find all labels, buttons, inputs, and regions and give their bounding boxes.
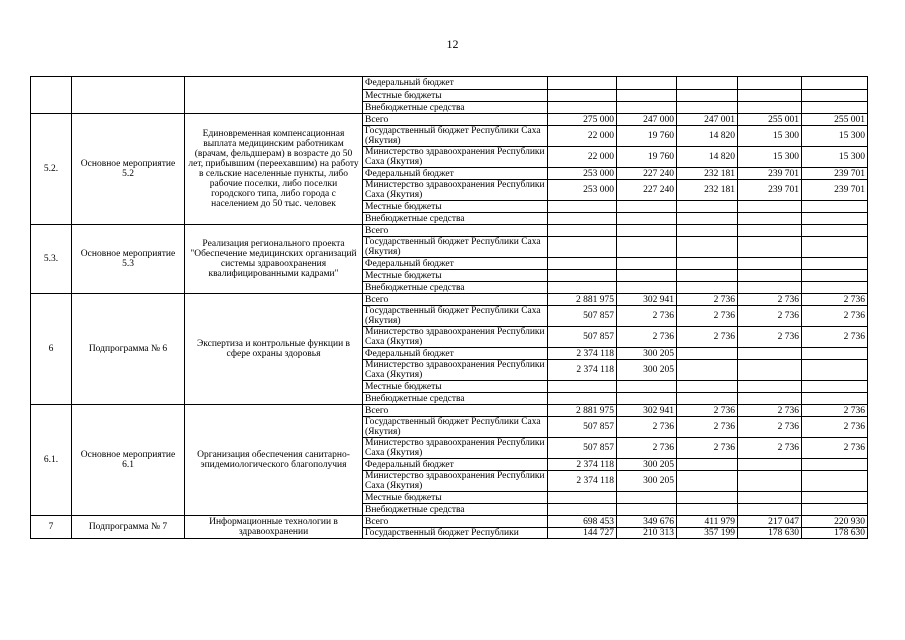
amount-cell xyxy=(802,459,868,471)
row-number-cell: 5.2. xyxy=(31,114,72,225)
amount-cell xyxy=(738,102,802,114)
amount-cell: 247 000 xyxy=(617,114,677,126)
amount-cell xyxy=(617,381,677,393)
amount-cell: 2 736 xyxy=(802,327,868,348)
funding-source-cell: Государственный бюджет Республики Саха (Якутия) xyxy=(363,237,548,258)
amount-cell: 2 374 118 xyxy=(548,348,617,360)
funding-source-cell: Всего xyxy=(363,225,548,237)
amount-cell: 300 205 xyxy=(617,348,677,360)
amount-cell xyxy=(548,270,617,282)
amount-cell xyxy=(677,77,738,90)
amount-cell: 14 820 xyxy=(677,126,738,147)
amount-cell xyxy=(738,393,802,405)
amount-cell xyxy=(677,348,738,360)
amount-cell xyxy=(802,381,868,393)
amount-cell: 2 736 xyxy=(617,327,677,348)
amount-cell: 2 736 xyxy=(617,417,677,438)
amount-cell: 15 300 xyxy=(802,126,868,147)
amount-cell: 2 736 xyxy=(677,306,738,327)
amount-cell: 507 857 xyxy=(548,438,617,459)
amount-cell xyxy=(802,270,868,282)
description-cell: Экспертиза и контрольные функции в сфере охраны здоровья xyxy=(185,294,363,405)
amount-cell xyxy=(802,213,868,225)
amount-cell xyxy=(738,381,802,393)
amount-cell: 22 000 xyxy=(548,126,617,147)
amount-cell: 15 300 xyxy=(738,147,802,168)
funding-source-cell: Внебюджетные средства xyxy=(363,102,548,114)
table-row xyxy=(31,294,868,306)
amount-cell xyxy=(617,77,677,90)
amount-cell: 2 736 xyxy=(802,417,868,438)
program-cell: Подпрограмма № 6 xyxy=(72,294,185,405)
amount-cell xyxy=(802,492,868,504)
amount-cell xyxy=(677,381,738,393)
amount-cell xyxy=(802,393,868,405)
amount-cell: 253 000 xyxy=(548,180,617,201)
amount-cell xyxy=(738,282,802,294)
amount-cell: 2 736 xyxy=(802,294,868,306)
amount-cell: 507 857 xyxy=(548,417,617,438)
amount-cell xyxy=(677,237,738,258)
amount-cell xyxy=(617,90,677,102)
amount-cell xyxy=(548,77,617,90)
table-row xyxy=(31,114,868,126)
amount-cell xyxy=(548,225,617,237)
amount-cell xyxy=(738,270,802,282)
funding-source-cell: Государственный бюджет Республики Саха (Якутия) xyxy=(363,417,548,438)
amount-cell: 2 736 xyxy=(738,327,802,348)
amount-cell xyxy=(802,348,868,360)
amount-cell: 19 760 xyxy=(617,147,677,168)
amount-cell: 2 736 xyxy=(677,417,738,438)
amount-cell: 2 736 xyxy=(677,294,738,306)
description-cell: Единовременная компенсационная выплата медицинским работникам (врачам, фельдшерам) в возрасте до 50 лет, прибывшим (переехавшим) на работу в сельские населенные пункты, либо рабочие поселки, либо поселки городского типа, либо города с населением до 50 тыс. человек xyxy=(185,114,363,225)
amount-cell xyxy=(617,282,677,294)
amount-cell: 507 857 xyxy=(548,327,617,348)
row-number-cell xyxy=(31,77,72,114)
amount-cell xyxy=(548,282,617,294)
funding-source-cell: Всего xyxy=(363,114,548,126)
amount-cell xyxy=(677,282,738,294)
amount-cell: 227 240 xyxy=(617,180,677,201)
amount-cell: 239 701 xyxy=(738,168,802,180)
amount-cell: 2 736 xyxy=(738,306,802,327)
amount-cell: 19 760 xyxy=(617,126,677,147)
amount-cell: 2 736 xyxy=(677,405,738,417)
funding-source-cell: Министерство здравоохранения Республики Саха (Якутия) xyxy=(363,360,548,381)
amount-cell xyxy=(802,258,868,270)
amount-cell: 227 240 xyxy=(617,168,677,180)
amount-cell: 2 736 xyxy=(677,327,738,348)
amount-cell xyxy=(617,270,677,282)
amount-cell: 15 300 xyxy=(802,147,868,168)
amount-cell xyxy=(738,348,802,360)
amount-cell: 2 374 118 xyxy=(548,459,617,471)
amount-cell xyxy=(677,258,738,270)
amount-cell xyxy=(802,360,868,381)
amount-cell: 302 941 xyxy=(617,294,677,306)
amount-cell: 247 001 xyxy=(677,114,738,126)
amount-cell xyxy=(802,237,868,258)
amount-cell: 2 736 xyxy=(617,438,677,459)
amount-cell xyxy=(738,225,802,237)
amount-cell: 178 630 xyxy=(738,528,802,539)
amount-cell: 14 820 xyxy=(677,147,738,168)
amount-cell: 2 736 xyxy=(677,438,738,459)
amount-cell: 300 205 xyxy=(617,471,677,492)
description-cell: Информационные технологии в здравоохранении xyxy=(185,516,363,539)
amount-cell xyxy=(677,492,738,504)
funding-source-cell: Внебюджетные средства xyxy=(363,282,548,294)
amount-cell: 217 047 xyxy=(738,516,802,528)
amount-cell xyxy=(738,90,802,102)
amount-cell xyxy=(548,90,617,102)
program-cell: Основное мероприятие 5.2 xyxy=(72,114,185,225)
amount-cell: 2 374 118 xyxy=(548,360,617,381)
amount-cell xyxy=(617,504,677,516)
amount-cell xyxy=(677,213,738,225)
amount-cell: 2 736 xyxy=(617,306,677,327)
amount-cell xyxy=(802,201,868,213)
amount-cell xyxy=(617,237,677,258)
amount-cell xyxy=(738,237,802,258)
table-row xyxy=(31,516,868,528)
amount-cell xyxy=(738,77,802,90)
amount-cell: 220 930 xyxy=(802,516,868,528)
program-cell: Основное мероприятие 5.3 xyxy=(72,225,185,294)
amount-cell xyxy=(738,201,802,213)
table-row xyxy=(31,225,868,237)
amount-cell xyxy=(548,381,617,393)
amount-cell: 253 000 xyxy=(548,168,617,180)
amount-cell: 255 001 xyxy=(738,114,802,126)
funding-source-cell: Местные бюджеты xyxy=(363,270,548,282)
table-row xyxy=(31,77,868,90)
amount-cell: 2 736 xyxy=(802,438,868,459)
amount-cell: 698 453 xyxy=(548,516,617,528)
amount-cell xyxy=(677,90,738,102)
amount-cell: 349 676 xyxy=(617,516,677,528)
amount-cell xyxy=(617,102,677,114)
amount-cell: 2 736 xyxy=(738,405,802,417)
program-cell: Основное мероприятие 6.1 xyxy=(72,405,185,516)
amount-cell: 15 300 xyxy=(738,126,802,147)
funding-source-cell: Федеральный бюджет xyxy=(363,168,548,180)
program-cell xyxy=(72,77,185,114)
amount-cell: 357 199 xyxy=(677,528,738,539)
amount-cell xyxy=(738,213,802,225)
funding-source-cell: Министерство здравоохранения Республики Саха (Якутия) xyxy=(363,147,548,168)
amount-cell xyxy=(738,360,802,381)
amount-cell xyxy=(677,459,738,471)
page-number: 12 xyxy=(446,37,459,51)
amount-cell: 210 313 xyxy=(617,528,677,539)
amount-cell xyxy=(548,102,617,114)
funding-source-cell: Внебюджетные средства xyxy=(363,393,548,405)
description-cell: Реализация регионального проекта "Обеспечение медицинских организаций системы здравоохранения квалифицированными кадрами" xyxy=(185,225,363,294)
amount-cell xyxy=(738,504,802,516)
amount-cell: 2 374 118 xyxy=(548,471,617,492)
funding-source-cell: Всего xyxy=(363,405,548,417)
funding-source-cell: Государственный бюджет Республики Саха (Якутия) xyxy=(363,126,548,147)
funding-source-cell: Федеральный бюджет xyxy=(363,348,548,360)
amount-cell xyxy=(548,504,617,516)
amount-cell: 232 181 xyxy=(677,180,738,201)
amount-cell xyxy=(802,471,868,492)
amount-cell: 2 736 xyxy=(738,294,802,306)
funding-source-cell: Министерство здравоохранения Республики Саха (Якутия) xyxy=(363,471,548,492)
row-number-cell: 6.1. xyxy=(31,405,72,516)
amount-cell xyxy=(677,270,738,282)
amount-cell: 2 881 975 xyxy=(548,405,617,417)
funding-source-cell: Местные бюджеты xyxy=(363,90,548,102)
amount-cell xyxy=(802,102,868,114)
amount-cell: 302 941 xyxy=(617,405,677,417)
amount-cell xyxy=(738,258,802,270)
amount-cell xyxy=(548,201,617,213)
funding-source-cell: Местные бюджеты xyxy=(363,201,548,213)
funding-source-cell: Внебюджетные средства xyxy=(363,213,548,225)
amount-cell xyxy=(677,504,738,516)
funding-source-cell: Всего xyxy=(363,516,548,528)
funding-source-cell: Министерство здравоохранения Республики Саха (Якутия) xyxy=(363,438,548,459)
amount-cell xyxy=(802,282,868,294)
amount-cell xyxy=(617,393,677,405)
amount-cell xyxy=(802,77,868,90)
amount-cell: 275 000 xyxy=(548,114,617,126)
amount-cell xyxy=(617,258,677,270)
description-cell: Организация обеспечения санитарно-эпидемиологического благополучия xyxy=(185,405,363,516)
amount-cell xyxy=(677,393,738,405)
amount-cell: 239 701 xyxy=(738,180,802,201)
amount-cell xyxy=(677,201,738,213)
amount-cell: 22 000 xyxy=(548,147,617,168)
funding-source-cell: Местные бюджеты xyxy=(363,381,548,393)
amount-cell xyxy=(677,471,738,492)
program-cell: Подпрограмма № 7 xyxy=(72,516,185,539)
funding-source-cell: Министерство здравоохранения Республики Саха (Якутия) xyxy=(363,180,548,201)
funding-source-cell: Федеральный бюджет xyxy=(363,77,548,90)
table-row xyxy=(31,405,868,417)
amount-cell xyxy=(617,201,677,213)
amount-cell: 255 001 xyxy=(802,114,868,126)
amount-cell: 239 701 xyxy=(802,168,868,180)
amount-cell xyxy=(548,258,617,270)
amount-cell: 411 979 xyxy=(677,516,738,528)
row-number-cell: 5.3. xyxy=(31,225,72,294)
funding-source-cell: Государственный бюджет Республики xyxy=(363,528,548,539)
amount-cell: 507 857 xyxy=(548,306,617,327)
funding-source-cell: Всего xyxy=(363,294,548,306)
amount-cell xyxy=(548,492,617,504)
amount-cell xyxy=(617,225,677,237)
description-cell xyxy=(185,77,363,114)
amount-cell xyxy=(802,225,868,237)
amount-cell: 2 736 xyxy=(738,438,802,459)
funding-source-cell: Государственный бюджет Республики Саха (Якутия) xyxy=(363,306,548,327)
amount-cell xyxy=(802,504,868,516)
amount-cell: 239 701 xyxy=(802,180,868,201)
row-number-cell: 6 xyxy=(31,294,72,405)
funding-source-cell: Министерство здравоохранения Республики Саха (Якутия) xyxy=(363,327,548,348)
amount-cell xyxy=(738,459,802,471)
amount-cell xyxy=(802,90,868,102)
amount-cell xyxy=(677,225,738,237)
amount-cell xyxy=(677,360,738,381)
row-number-cell: 7 xyxy=(31,516,72,539)
amount-cell xyxy=(548,237,617,258)
amount-cell: 300 205 xyxy=(617,459,677,471)
amount-cell: 2 736 xyxy=(738,417,802,438)
funding-source-cell: Федеральный бюджет xyxy=(363,258,548,270)
amount-cell: 144 727 xyxy=(548,528,617,539)
budget-table xyxy=(30,76,868,539)
amount-cell: 232 181 xyxy=(677,168,738,180)
amount-cell: 2 736 xyxy=(802,306,868,327)
amount-cell xyxy=(548,213,617,225)
amount-cell xyxy=(677,102,738,114)
amount-cell xyxy=(617,492,677,504)
funding-source-cell: Местные бюджеты xyxy=(363,492,548,504)
funding-source-cell: Федеральный бюджет xyxy=(363,459,548,471)
amount-cell xyxy=(617,213,677,225)
amount-cell xyxy=(738,492,802,504)
amount-cell: 2 736 xyxy=(802,405,868,417)
funding-source-cell: Внебюджетные средства xyxy=(363,504,548,516)
amount-cell: 300 205 xyxy=(617,360,677,381)
amount-cell xyxy=(548,393,617,405)
amount-cell: 178 630 xyxy=(802,528,868,539)
amount-cell xyxy=(738,471,802,492)
amount-cell: 2 881 975 xyxy=(548,294,617,306)
